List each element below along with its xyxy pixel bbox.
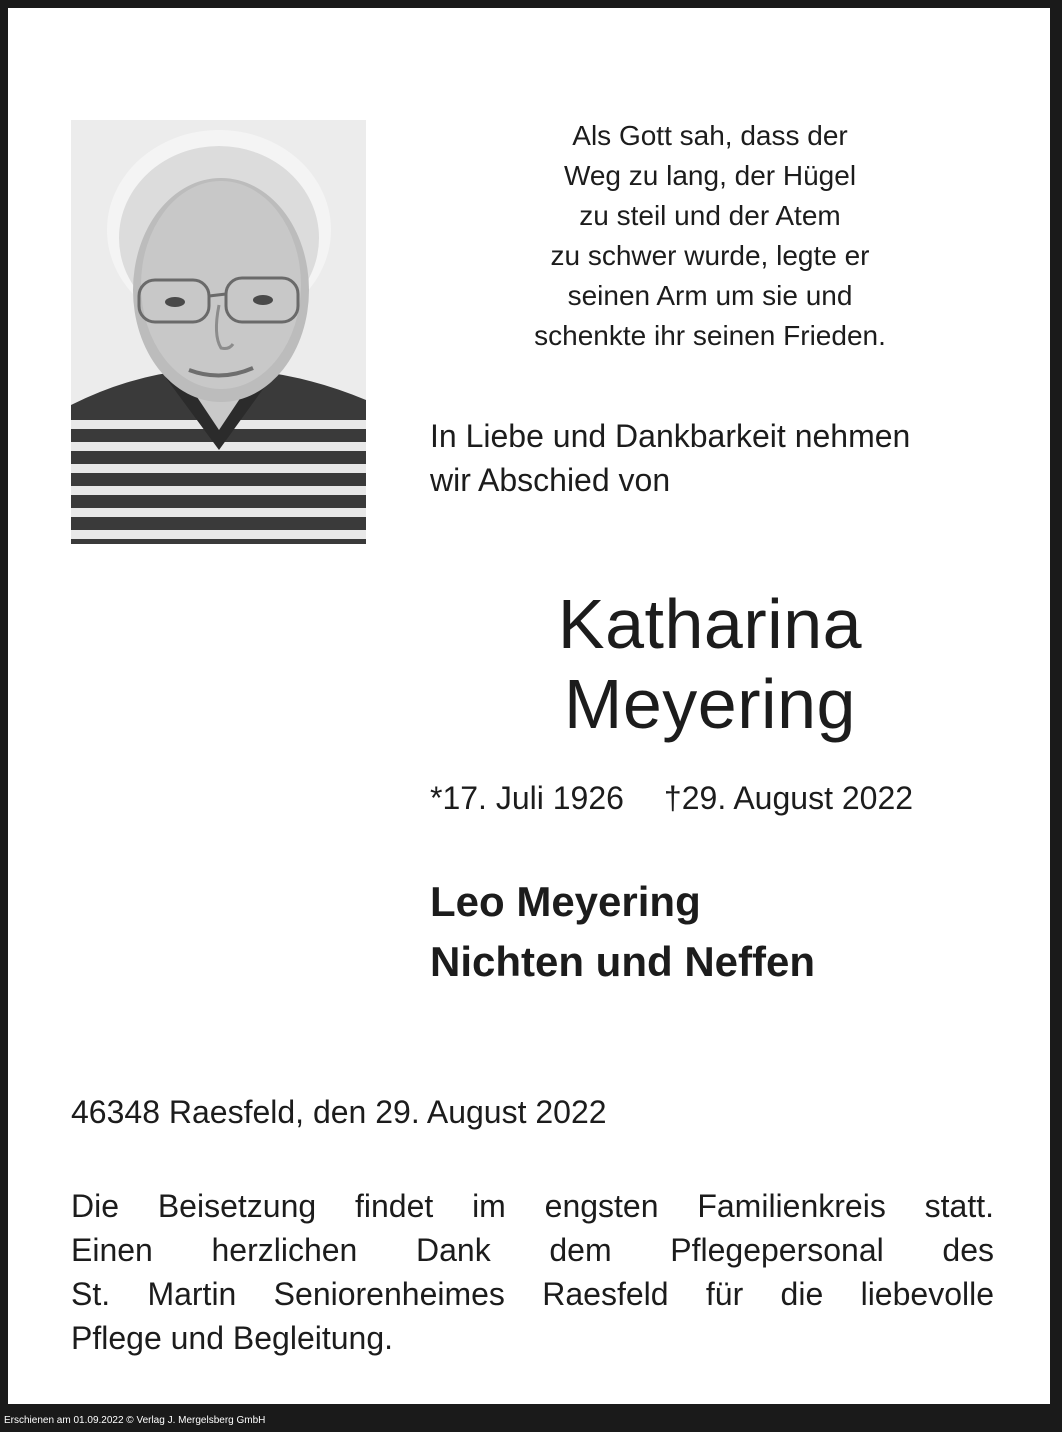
poem-line: zu schwer wurde, legte er bbox=[550, 240, 870, 271]
deceased-name bbox=[430, 584, 990, 744]
note-line: St. Martin Seniorenheimes Raesfeld für die liebevolle bbox=[71, 1276, 994, 1312]
poem bbox=[460, 116, 960, 356]
publication-footer: Erschienen am 01.09.2022 © Verlag J. Mergelsberg GmbH bbox=[4, 1415, 266, 1426]
obituary-notice bbox=[8, 8, 1050, 1404]
first-name: Katharina bbox=[557, 585, 863, 663]
place-date: 46348 Raesfeld, den 29. August 2022 bbox=[71, 1094, 607, 1130]
portrait-photo bbox=[71, 120, 366, 544]
note-line: Pflege und Begleitung. bbox=[71, 1320, 394, 1356]
note-line: Einen herzlichen Dank dem Pflegepersonal des bbox=[71, 1232, 994, 1268]
poem-line: Als Gott sah, dass der bbox=[572, 120, 848, 151]
funeral-note bbox=[71, 1184, 994, 1360]
farewell-intro bbox=[430, 414, 1030, 502]
mourner-line: Leo Meyering bbox=[430, 878, 701, 925]
mourner-line: Nichten und Neffen bbox=[430, 938, 815, 985]
intro-line: In Liebe und Dankbarkeit nehmen bbox=[430, 418, 911, 454]
poem-line: Weg zu lang, der Hügel bbox=[563, 160, 857, 191]
poem-line: zu steil und der Atem bbox=[579, 200, 841, 231]
poem-line: seinen Arm um sie und bbox=[567, 280, 853, 311]
birth-date: *17. Juli 1926 bbox=[430, 780, 624, 816]
death-date: †29. August 2022 bbox=[663, 780, 914, 816]
intro-line: wir Abschied von bbox=[430, 462, 671, 498]
mourners bbox=[430, 872, 1030, 992]
poem-line: schenkte ihr seinen Frieden. bbox=[534, 320, 886, 351]
last-name: Meyering bbox=[564, 665, 856, 743]
note-line: Die Beisetzung findet im engsten Familienkreis statt. bbox=[71, 1188, 994, 1224]
life-dates bbox=[430, 778, 1030, 818]
